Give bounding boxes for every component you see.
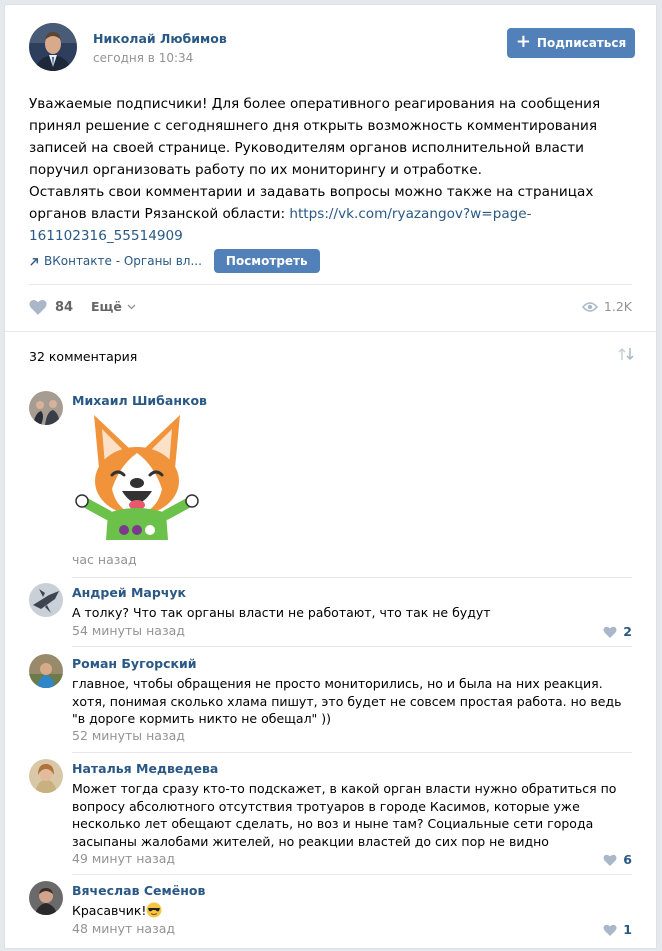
divider [5,331,656,332]
comment-time[interactable]: 48 минут назад [72,921,176,936]
commenter-avatar[interactable] [29,759,63,793]
heart-icon [29,299,47,315]
commenter-name[interactable]: Вячеслав Семёнов [72,883,206,898]
subscribe-label: Подписаться [536,36,627,50]
heart-icon [603,626,617,638]
comment-like-count: 1 [623,922,632,937]
like-button[interactable] [29,299,73,315]
post-paragraph-1: Уважаемые подписчики! Для более оперативного реагирования на сообщения принял решение с сегодняшнего дня открыть возможность комментирования записей на своей странице. Руководителям органов исполнительной власти поручил организовать работу по их мониторингу и отработке. [29,96,601,178]
comment [5,391,656,576]
snippet-source[interactable] [29,254,202,268]
heart-icon [603,924,617,936]
comment-like-button[interactable] [603,922,632,937]
commenter-avatar[interactable] [29,654,63,688]
plus-icon: + [515,31,531,52]
comment-like-button[interactable] [603,852,632,867]
commenter-name[interactable]: Наталья Медведева [72,761,219,776]
snippet-source-label: ВКонтакте - Органы вл... [44,254,202,268]
post-text [29,93,629,247]
commenter-name[interactable]: Роман Бугорский [72,656,197,671]
divider [72,752,632,753]
divider [72,646,632,647]
divider [72,874,632,875]
comment [5,881,656,941]
commenter-avatar[interactable] [29,391,63,425]
comment-time[interactable]: 49 минут назад [72,851,176,866]
commenter-avatar[interactable] [29,881,63,915]
commenter-name[interactable]: Михаил Шибанков [72,393,207,408]
comment-like-count: 6 [623,852,632,867]
eye-icon [582,301,598,313]
post-card [4,4,657,949]
views-counter [582,299,632,314]
comment [5,759,656,871]
like-count: 84 [55,299,74,315]
corgi-sticker [72,415,202,540]
more-button[interactable] [91,299,136,314]
arrow-icon [29,256,40,267]
sunglasses-emoji-icon [146,902,162,918]
comment-like-count: 2 [623,624,632,639]
divider [29,284,632,285]
commenter-avatar[interactable] [29,583,63,617]
post-paragraph-2-text: Оставлять свои комментарии и задавать вопросы можно также на страницах органов власти Рязанской области: [29,184,594,222]
divider [72,577,632,578]
author-name[interactable]: Николай Любимов [93,31,227,46]
comment-text-content: Красавчик! [72,903,147,918]
comment [5,583,656,643]
author-avatar[interactable] [29,23,77,71]
comment-time[interactable]: 54 минуты назад [72,623,185,638]
post-header [5,5,656,85]
view-button[interactable]: Посмотреть [214,249,320,273]
more-label: Ещё [91,299,122,314]
chevron-down-icon [127,304,136,310]
link-snippet [29,249,320,273]
heart-icon [603,854,617,866]
comment-text: А толку? Что так органы власти не работают, что так не будут [72,605,491,620]
comment [5,654,656,749]
comment-like-button[interactable] [603,624,632,639]
views-count: 1.2K [603,299,632,314]
post-actions [29,295,632,319]
comment-time[interactable]: час назад [72,552,137,567]
post-link[interactable]: https://vk.com/ryazangov?w=page-161102316_55514909 [29,206,532,244]
comment-time[interactable]: 52 минуты назад [72,728,185,743]
commenter-name[interactable]: Андрей Марчук [72,585,186,600]
sort-icon[interactable] [617,347,635,361]
comments-count: 32 комментария [29,349,138,364]
comment-text: главное, чтобы обращения не просто мониторились, но и была на них реакция. хотя, понимая сколько хлама пишут, это будет не совсем простая работа. но ведь "в дороге кормить никто не обещал" )) [72,676,622,726]
post-paragraph-2 [29,181,629,247]
post-time[interactable]: сегодня в 10:34 [93,51,194,65]
subscribe-button[interactable] [507,28,635,58]
comment-text [72,902,632,920]
comment-text: Может тогда сразу кто-то подскажет, в какой орган власти нужно обратиться по вопросу абсолютного отсутствия тротуаров в городе Касимов, которые уже несколько лет обещают сделать, но воз и ныне там? Социальные сети города засыпаны жалобами жителей, но реакции властей до сих пор не видно [72,781,617,849]
